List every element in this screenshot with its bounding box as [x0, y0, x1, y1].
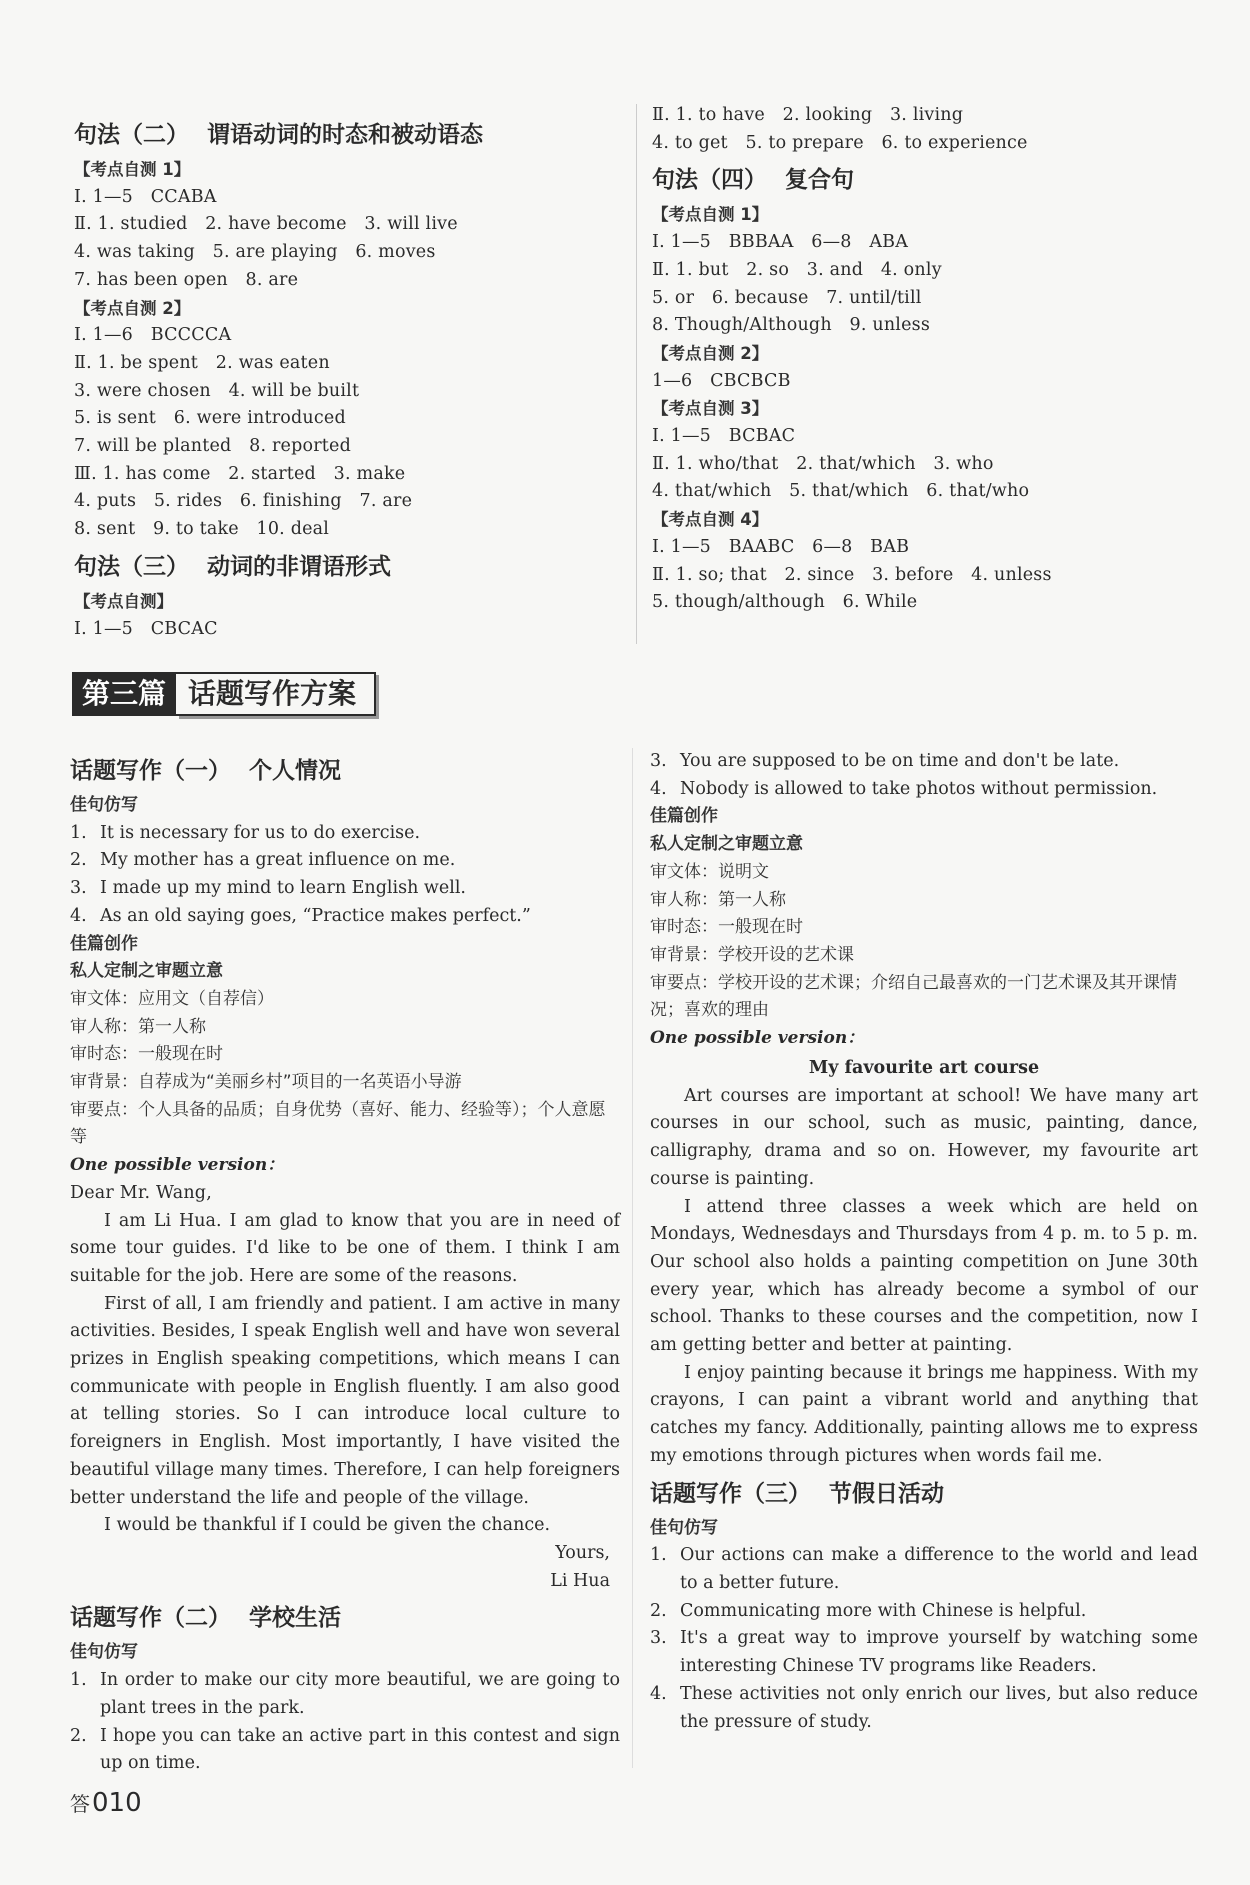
item-number: 3. [650, 751, 667, 771]
item-number: 2. [70, 1725, 87, 1746]
answer-line: 5. though/although 6. While [652, 592, 918, 613]
item-text: These activities not only enrich our lives, but also reduce the pressure of study. [680, 1683, 1198, 1732]
essay-paragraph: I enjoy painting because it brings me happiness. With my crayons, I can paint a vibrant world and anything that catches my fancy. Additionally, painting allows me to express my emotions through pictures when words fail me. [650, 1362, 1198, 1466]
answer-line: 8. sent 9. to take 10. deal [74, 519, 330, 540]
sentence-item [650, 1542, 1198, 1597]
item-text: Communicating more with Chinese is helpful. [680, 1600, 1087, 1621]
item-text: It's a great way to improve yourself by watching some interesting Chinese TV programs like Readers. [680, 1628, 1198, 1677]
analysis-line: 审时态：一般现在时 [70, 1044, 223, 1065]
letter-paragraph: I would be thankful if I could be given the chance. [104, 1515, 551, 1536]
analysis-line: 审背景：学校开设的艺术课 [650, 944, 854, 965]
item-text: My mother has a great influence on me. [100, 850, 456, 871]
test-label: 【考点自测 3】 [652, 399, 769, 419]
answer-line: Ⅰ. 1—6 BCCCCA [74, 325, 232, 346]
part-label: 第三篇 [72, 672, 176, 716]
item-number: 1. [70, 822, 87, 843]
heading-title: 节假日活动 [829, 1480, 944, 1507]
section-heading [70, 754, 620, 788]
column-divider [632, 748, 633, 1768]
heading-title: 个人情况 [249, 758, 341, 784]
essay-title: My favourite art course [808, 1057, 1040, 1078]
test-label: 【考点自测 1】 [74, 160, 191, 179]
answer-line: Ⅰ. 1—5 BBBAA 6—8 ABA [652, 232, 909, 253]
subsection-label: 佳篇创作 [650, 806, 718, 827]
sentence-item [70, 1723, 620, 1778]
answer-line: Ⅰ. 1—5 CBCAC [74, 618, 218, 639]
part-title: 话题写作方案 [176, 672, 376, 716]
item-number: 1. [650, 1545, 667, 1566]
answer-line: Ⅱ. 1. but 2. so 3. and 4. only [652, 259, 942, 280]
test-label: 【考点自测 2】 [652, 343, 769, 363]
analysis-line: 审时态：一般现在时 [650, 917, 803, 938]
test-label: 【考点自测】 [74, 591, 173, 611]
analysis-line: 审人称：第一人称 [70, 1016, 206, 1037]
answer-line: 7. has been open 8. are [74, 269, 299, 290]
subsection-label: 佳句仿写 [70, 795, 138, 815]
subsection-label: 私人定制之审题立意 [70, 961, 223, 982]
answer-line: Ⅱ. 1. who/that 2. that/which 3. who [652, 453, 994, 474]
part-banner [72, 672, 376, 716]
subsection-label: 私人定制之审题立意 [650, 834, 803, 855]
answer-line: Ⅱ. 1. so; that 2. since 3. before 4. unless [652, 564, 1052, 585]
sentence-item [70, 820, 620, 848]
answer-line: Ⅰ. 1—5 CCABA [74, 186, 217, 207]
letter-greeting: Dear Mr. Wang, [70, 1182, 212, 1203]
analysis-line: 审要点：个人具备的品质；自身优势（喜好、能力、经验等）；个人意愿等 [70, 1099, 606, 1148]
bottom-right-column [650, 748, 1198, 1736]
version-label: One possible version： [650, 1028, 865, 1049]
answer-line: 5. or 6. because 7. until/till [652, 287, 922, 308]
page-number [70, 1788, 142, 1818]
item-number: 3. [70, 878, 87, 899]
answer-line: 8. Though/Although 9. unless [652, 315, 931, 336]
essay-paragraph: I attend three classes a week which are held on Mondays, Wednesdays and Thursdays from 4 p. m. to 5 p. m. Our school also holds a painting competition on June 30th every year, which has already become a symbol of our school. Thanks to these courses and the competition, now I am getting better and better at painting. [650, 1196, 1198, 1356]
heading-prefix: 句法（三） [74, 553, 189, 580]
item-text: You are supposed to be on time and don't be late. [680, 751, 1120, 771]
test-label: 【考点自测 1】 [652, 205, 769, 225]
analysis-line: 审文体：应用文（自荐信） [70, 988, 274, 1009]
answer-line: 4. puts 5. rides 6. finishing 7. are [74, 491, 413, 512]
answer-line: 1—6 CBCBCB [652, 370, 791, 391]
top-right-column [652, 105, 1212, 617]
item-text: As an old saying goes, “Practice makes perfect.” [100, 905, 531, 926]
heading-prefix: 话题写作（二） [70, 1605, 231, 1632]
section-heading [652, 163, 1212, 197]
top-left-column [74, 112, 634, 643]
analysis-line: 审背景：自荐成为“美丽乡村”项目的一名英语小导游 [70, 1072, 462, 1093]
heading-prefix: 话题写作（一） [70, 758, 231, 784]
heading-title: 复合句 [785, 167, 854, 194]
item-number: 4. [70, 905, 87, 926]
analysis-line: 审要点：学校开设的艺术课；介绍自己最喜欢的一门艺术课及其开课情况；喜欢的理由 [650, 972, 1177, 1021]
sentence-item [650, 1681, 1198, 1736]
answer-line: 5. is sent 6. were introduced [74, 408, 346, 429]
bottom-left-column [70, 748, 620, 1778]
letter-signature: Li Hua [550, 1570, 610, 1591]
answer-line: Ⅱ. 1. to have 2. looking 3. living [652, 105, 964, 125]
answer-line: 4. was taking 5. are playing 6. moves [74, 242, 436, 263]
letter-paragraph: First of all, I am friendly and patient. I am active in many activities. Besides, I speak English well and have won several prizes in English speaking competitions, which means I can communicate with people in English fluently. I am also good at telling stories. So I can introduce local culture to foreigners in English. Most importantly, I have visited the beautiful village many times. Therefore, I can help foreigners better understand the life and people of the village. [70, 1293, 620, 1508]
answer-line: 3. were chosen 4. will be built [74, 380, 360, 401]
item-text: Our actions can make a difference to the world and lead to a better future. [680, 1545, 1198, 1593]
test-label: 【考点自测 4】 [652, 510, 769, 530]
answer-line: Ⅱ. 1. studied 2. have become 3. will live [74, 214, 458, 235]
heading-prefix: 句法（四） [652, 167, 767, 194]
version-label: One possible version： [70, 1155, 285, 1176]
heading-title: 学校生活 [249, 1605, 341, 1632]
answer-line: 7. will be planted 8. reported [74, 436, 351, 457]
sentence-item [70, 1667, 620, 1722]
subsection-label: 佳篇创作 [70, 933, 138, 954]
heading-title: 动词的非谓语形式 [207, 553, 391, 580]
sentence-item [650, 1598, 1198, 1626]
test-label: 【考点自测 2】 [74, 298, 191, 318]
item-number: 4. [650, 778, 667, 799]
section-heading [650, 1477, 1198, 1511]
sentence-item [70, 875, 620, 903]
item-number: 3. [650, 1628, 667, 1649]
sentence-item [70, 847, 620, 875]
sentence-item [650, 776, 1198, 804]
item-text: Nobody is allowed to take photos without permission. [680, 778, 1158, 799]
page-number-value: 010 [92, 1788, 142, 1818]
answer-line: Ⅰ. 1—5 BCBAC [652, 426, 796, 447]
item-number: 1. [70, 1670, 87, 1691]
analysis-line: 审文体：说明文 [650, 861, 769, 882]
answer-line: 4. that/which 5. that/which 6. that/who [652, 481, 1030, 502]
subsection-label: 佳句仿写 [650, 1517, 718, 1538]
subsection-label: 佳句仿写 [70, 1642, 138, 1663]
sentence-item [650, 748, 1198, 776]
letter-paragraph: I am Li Hua. I am glad to know that you are in need of some tour guides. I'd like to be one of them. I think I am suitable for the job. Here are some of the reasons. [70, 1210, 620, 1286]
answer-line: Ⅱ. 1. be spent 2. was eaten [74, 352, 330, 373]
section-heading [74, 550, 634, 584]
heading-prefix: 句法（二） [74, 122, 189, 148]
item-number: 2. [650, 1600, 667, 1621]
page-number-prefix: 答 [70, 1792, 90, 1816]
letter-closing: Yours, [555, 1542, 610, 1563]
essay-paragraph: Art courses are important at school! We have many art courses in our school, such as music, painting, dance, calligraphy, drama and so on. However, my favourite art course is painting. [650, 1085, 1198, 1189]
item-text: In order to make our city more beautiful, we are going to plant trees in the park. [100, 1670, 620, 1718]
section-heading [74, 118, 634, 152]
section-heading [70, 1601, 620, 1635]
item-text: I hope you can take an active part in this contest and sign up on time. [100, 1725, 620, 1774]
answer-line: Ⅰ. 1—5 BAABC 6—8 BAB [652, 536, 910, 557]
sentence-item [650, 1625, 1198, 1680]
item-text: I made up my mind to learn English well. [100, 878, 466, 899]
analysis-line: 审人称：第一人称 [650, 889, 786, 910]
heading-title: 谓语动词的时态和被动语态 [207, 122, 483, 148]
column-divider [636, 104, 637, 644]
item-number: 2. [70, 850, 87, 871]
answer-line: 4. to get 5. to prepare 6. to experience [652, 132, 1028, 153]
answer-line: Ⅲ. 1. has come 2. started 3. make [74, 463, 406, 484]
item-number: 4. [650, 1683, 667, 1704]
item-text: It is necessary for us to do exercise. [100, 822, 421, 843]
heading-prefix: 话题写作（三） [650, 1480, 811, 1507]
sentence-item [70, 903, 620, 931]
